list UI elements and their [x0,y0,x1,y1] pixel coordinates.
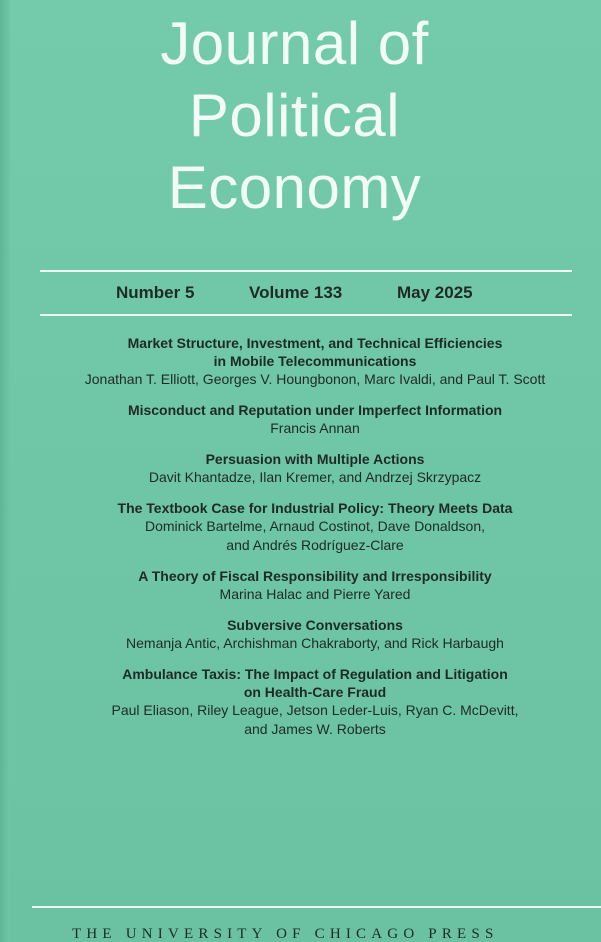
article-entry [20,401,601,438]
article-authors-line: Francis Annan [270,420,360,436]
article-authors-line: Nemanja Antic, Archishman Chakraborty, and Rick Harbaugh [126,635,504,651]
journal-title-line-2: Political [188,82,401,149]
article-authors-line: and Andrés Rodríguez-Clare [226,537,404,553]
article-authors-line: and James W. Roberts [244,721,386,737]
article-authors [20,634,601,653]
article-authors-line: Marina Halac and Pierre Yared [219,586,411,602]
article-title [20,665,601,701]
publisher-name: THE UNIVERSITY OF CHICAGO PRESS [72,926,499,942]
article-entry [20,334,601,389]
journal-title-line-3: Economy [167,154,422,221]
article-authors-line: Davit Khantadze, Ilan Kremer, and Andrzej Skrzypacz [148,469,482,485]
article-title [20,334,601,370]
article-title [20,450,601,468]
article-title-line: in Mobile Telecommunications [213,353,417,369]
article-authors [20,517,601,555]
article-title-line: The Textbook Case for Industrial Policy: Theory Meets Data [117,500,513,516]
article-title [20,567,601,585]
middle-divider [40,314,572,316]
issue-info [0,283,601,307]
article-authors [20,468,601,487]
article-title-line: Misconduct and Reputation under Imperfect Information [127,402,503,418]
article-authors-line: Jonathan T. Elliott, Georges V. Houngbonon, Marc Ivaldi, and Paul T. Scott [84,371,546,387]
issue-date: May 2025 [397,283,473,302]
article-title-line: Subversive Conversations [227,617,403,633]
article-title [20,401,601,419]
article-title-line: Ambulance Taxis: The Impact of Regulation and Litigation [122,666,508,682]
article-entry [20,499,601,555]
article-title-line: Market Structure, Investment, and Technical Efficiencies [127,335,503,351]
issue-volume: Volume 133 [249,283,343,302]
article-authors [20,419,601,438]
article-title-line: A Theory of Fiscal Responsibility and Irresponsibility [138,568,492,584]
article-authors [20,370,601,389]
article-entry [20,567,601,604]
article-title [20,499,601,517]
article-authors [20,585,601,604]
journal-title [0,8,601,224]
article-title [20,616,601,634]
article-title-line: Persuasion with Multiple Actions [205,451,425,467]
table-of-contents [20,334,601,751]
article-entry [20,616,601,653]
article-authors-line: Paul Eliason, Riley League, Jetson Leder-Luis, Ryan C. McDevitt, [111,702,519,718]
journal-title-line-1: Journal of [160,10,429,77]
issue-number: Number 5 [116,283,195,302]
article-entry [20,665,601,739]
article-entry [20,450,601,487]
article-authors [20,701,601,739]
top-divider [40,270,572,272]
bottom-divider [32,906,601,908]
article-title-line: on Health-Care Fraud [243,684,387,700]
article-authors-line: Dominick Bartelme, Arnaud Costinot, Dave Donaldson, [144,518,486,534]
